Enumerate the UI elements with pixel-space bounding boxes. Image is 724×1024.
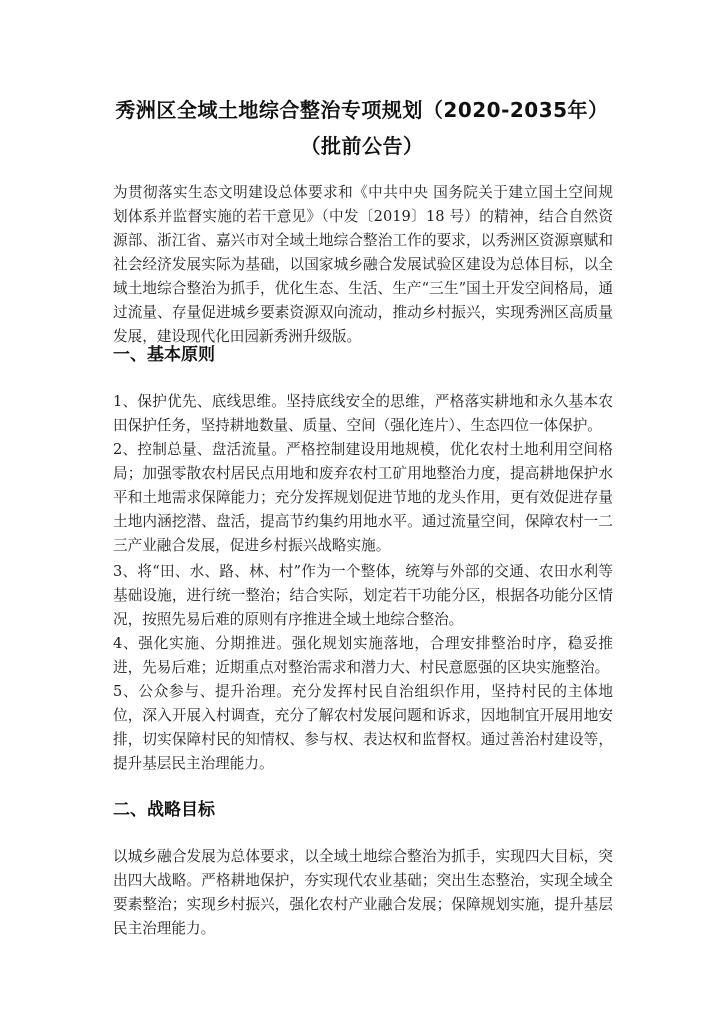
principle-paragraph-4: 4、强化实施、分期推进。强化规划实施落地，合理安排整治时序，稳妥推进，先易后难；近期重点对整治需求和潜力大、村民意愿强的区块实施整治。 <box>113 635 613 676</box>
principle-paragraph-2: 2、控制总量、盘活流量。严格控制建设用地规模，优化农村土地利用空间格局；加强零散农村居民点用地和废弃农村工矿用地整治力度，提高耕地保护水平和土地需求保障能力；充分发挥规划促进节地的龙头作用，更有效促进存量土地内涵挖潜、盘活，提高节约集约用地水平。通过流量空间，保障农村一二三产业融合发展，促进乡村振兴战略实施。 <box>113 441 613 554</box>
principle-paragraph-3: 3、将“田、水、路、林、村”作为一个整体，统筹与外部的交通、农田水利等基础设施，进行统一整治；结合实际，划定若干功能分区，根据各功能分区情况，按照先易后难的原则有序推进全域土地综合整治。 <box>113 563 613 628</box>
goals-paragraph: 以城乡融合发展为总体要求，以全域土地综合整治为抓手，实现四大目标，突出四大战略。严格耕地保护，夯实现代农业基础；突出生态整治，实现全域全要素整治；实现乡村振兴，强化农村产业融合发展；保障规划实施，提升基层民主治理能力。 <box>113 848 613 937</box>
intro-paragraph: 为贯彻落实生态文明建设总体要求和《中共中央 国务院关于建立国土空间规划体系并监督实施的若干意见》（中发〔2019〕18 号）的精神，结合自然资源部、浙江省、嘉兴市对全域土地综合整治工作的要求，以秀洲区资源禀赋和社会经济发展实际为基础，以国家城乡融合发展试验区建设为总体目标，以全域土地综合整治为抓手，优化生态、生活、生产“三生”国土开发空间格局，通过流量、存量促进城乡要素资源双向流动，推动乡村振兴，实现秀洲区高质量发展，建设现代化田园新秀洲升级版。 <box>113 184 613 345</box>
section-heading-principles: 一、基本原则 <box>113 345 215 365</box>
principle-paragraph-5: 5、公众参与、提升治理。充分发挥村民自治组织作用，坚持村民的主体地位，深入开展入村调查，充分了解农村发展问题和诉求，因地制宜开展用地安排，切实保障村民的知情权、参与权、表达权和监督权。通过善治村建设等，提升基层民主治理能力。 <box>113 683 613 772</box>
document-title: 秀洲区全域土地综合整治专项规划（2020-2035年） <box>115 98 609 122</box>
section-heading-goals: 二、战略目标 <box>113 800 215 820</box>
principle-paragraph-1: 1、保护优先、底线思维。坚持底线安全的思维，严格落实耕地和永久基本农田保护任务，坚持耕地数量、质量、空间（强化连片）、生态四位一体保护。 <box>113 393 613 434</box>
document-subtitle: （批前公告） <box>300 134 424 158</box>
